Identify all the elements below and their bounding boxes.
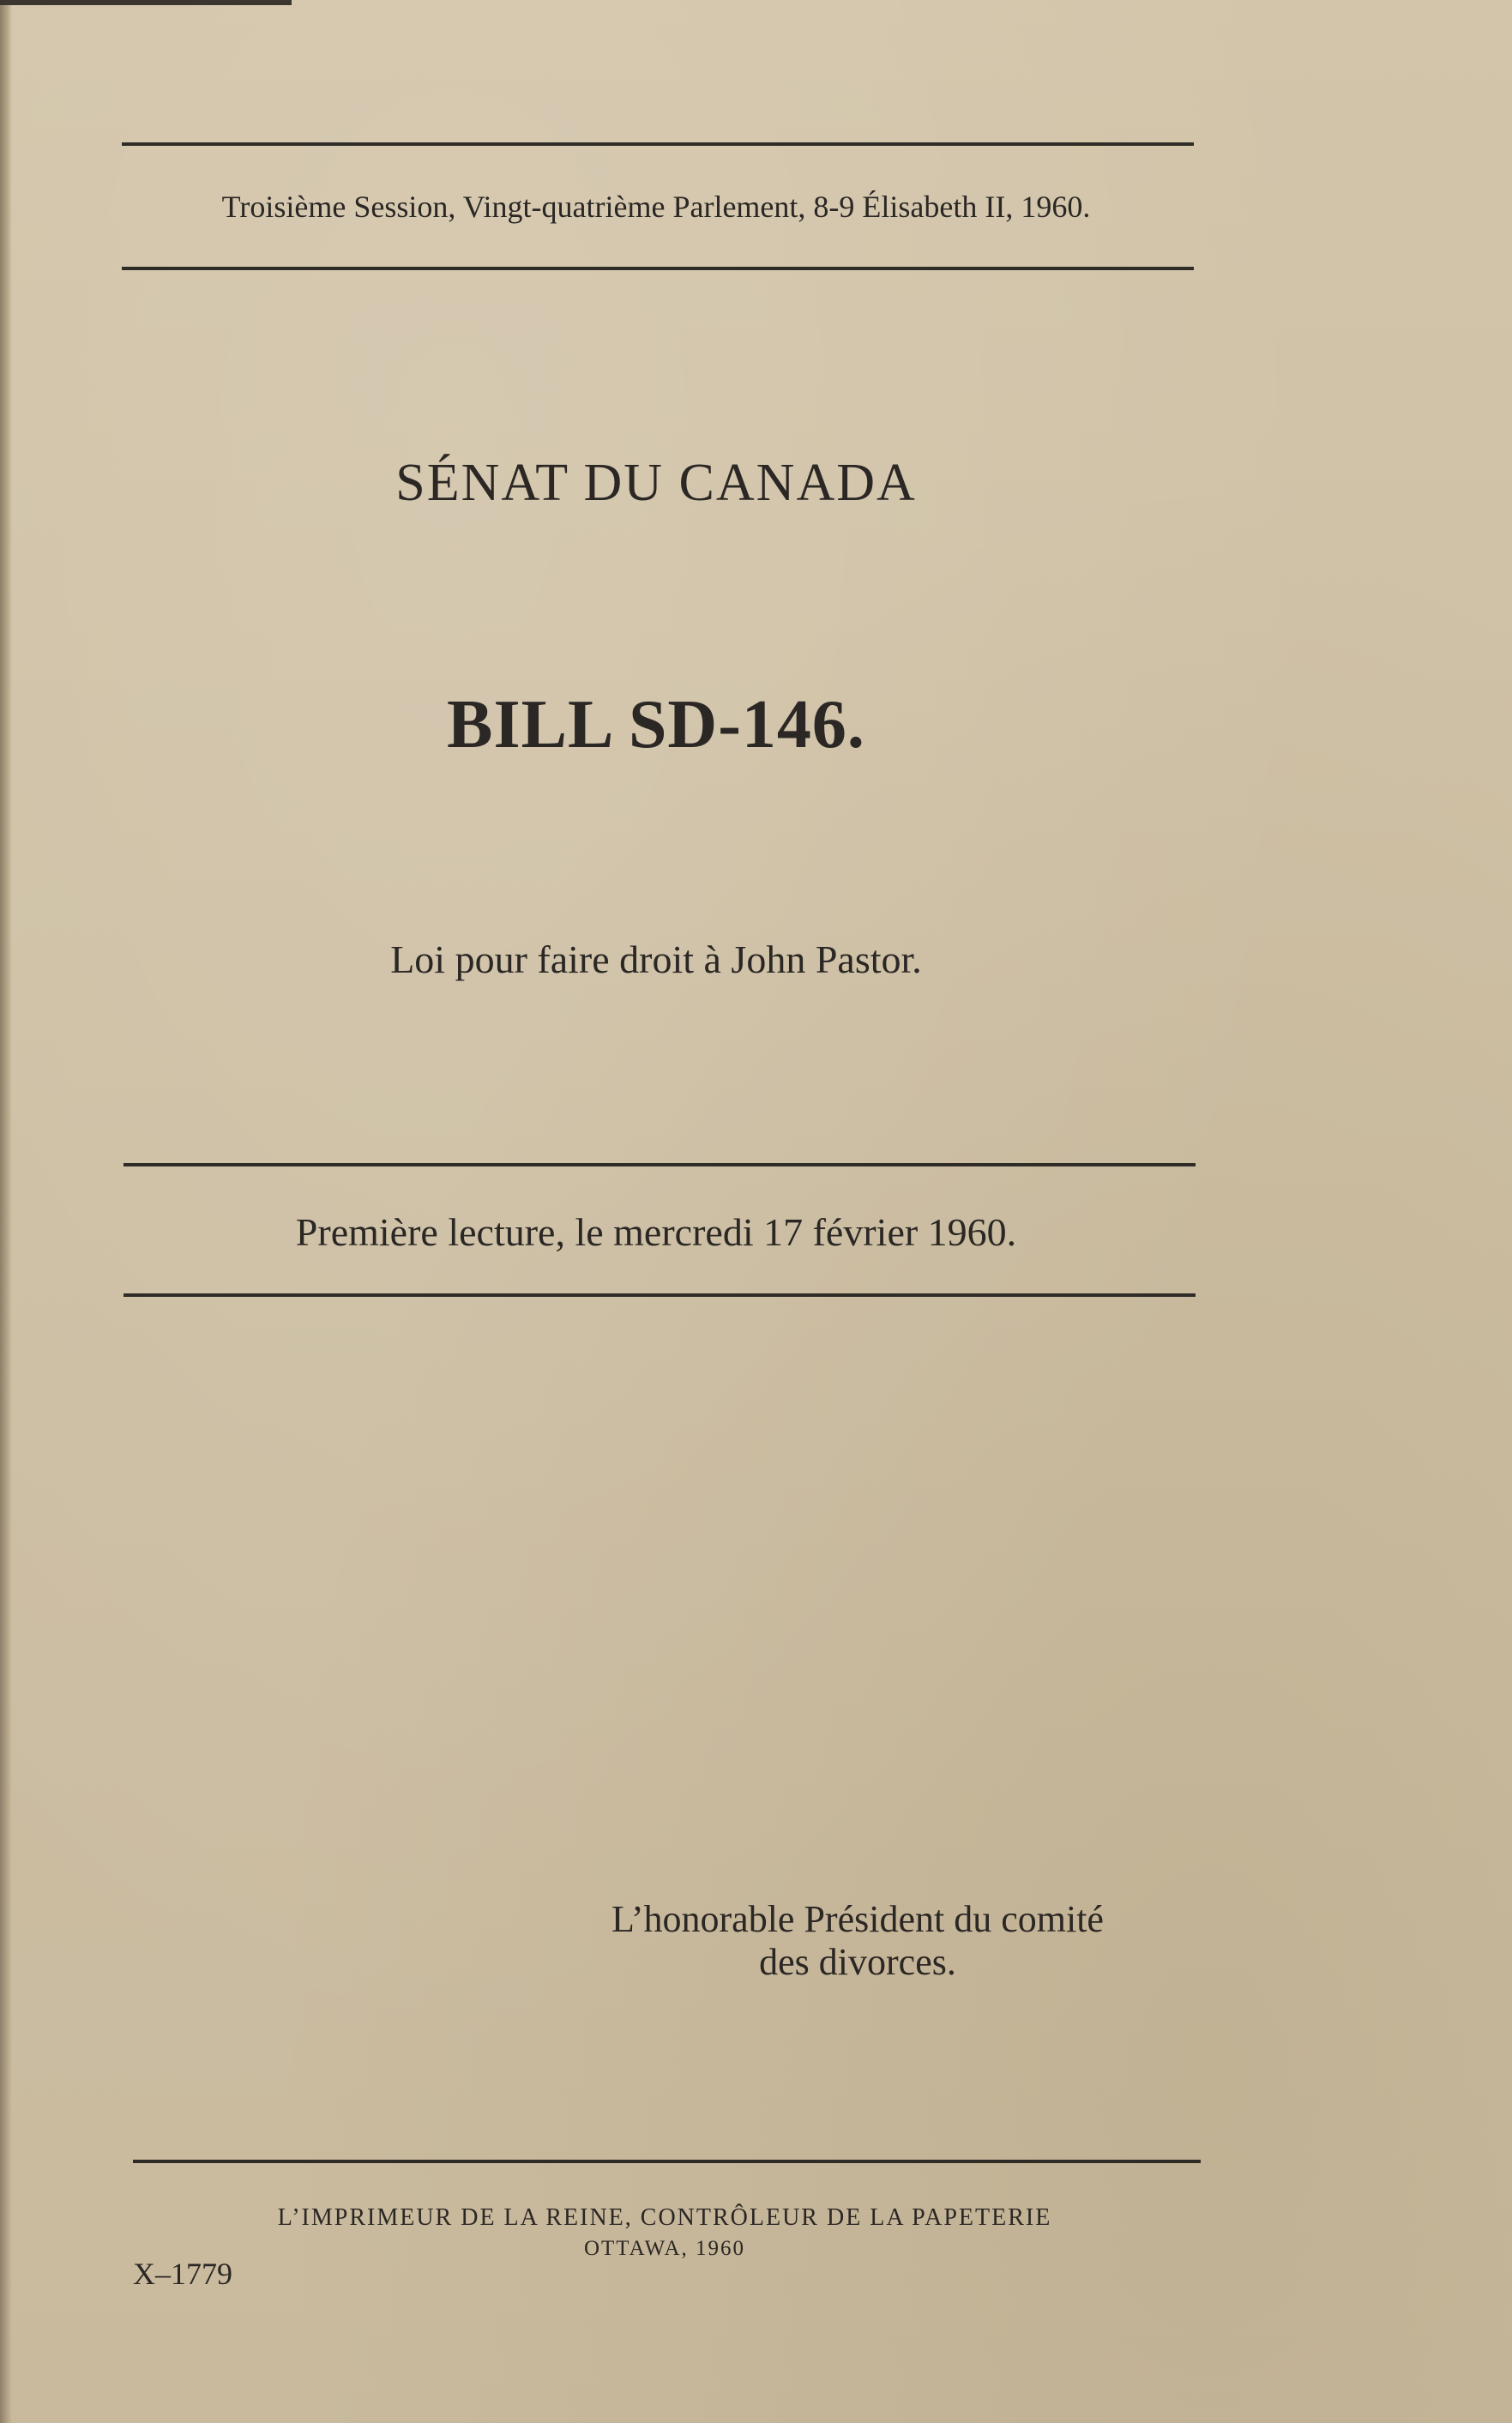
- page-left-edge: [0, 0, 12, 2423]
- printer-line-1: L’IMPRIMEUR DE LA REINE, CONTRÔLEUR DE LA PAPETERIE: [277, 2204, 1052, 2231]
- reading-rule-lower: [123, 1293, 1196, 1297]
- page-top-edge: [0, 0, 292, 5]
- chamber-title: SÉNAT DU CANADA: [395, 454, 917, 512]
- first-reading-line: Première lecture, le mercredi 17 février 1960.: [295, 1210, 1017, 1254]
- printer-line-2: OTTAWA, 1960: [583, 2237, 746, 2260]
- session-line: Troisième Session, Vingt-quatrième Parlement, 8-9 Élisabeth II, 1960.: [221, 190, 1091, 224]
- sponsor-line-1: L’honorable Président du comité: [611, 1898, 1104, 1940]
- bill-subject: Loi pour faire droit à John Pastor.: [390, 937, 922, 981]
- top-rule-upper: [122, 142, 1194, 146]
- reading-rule-upper: [123, 1163, 1196, 1166]
- bill-number: BILL SD-146.: [447, 687, 865, 762]
- document-number: X–1779: [133, 2257, 232, 2291]
- sponsor-block: [549, 1898, 1166, 1984]
- sponsor-line-2: des divorces.: [759, 1941, 956, 1983]
- footer-rule: [133, 2160, 1201, 2163]
- top-rule-lower: [122, 267, 1194, 270]
